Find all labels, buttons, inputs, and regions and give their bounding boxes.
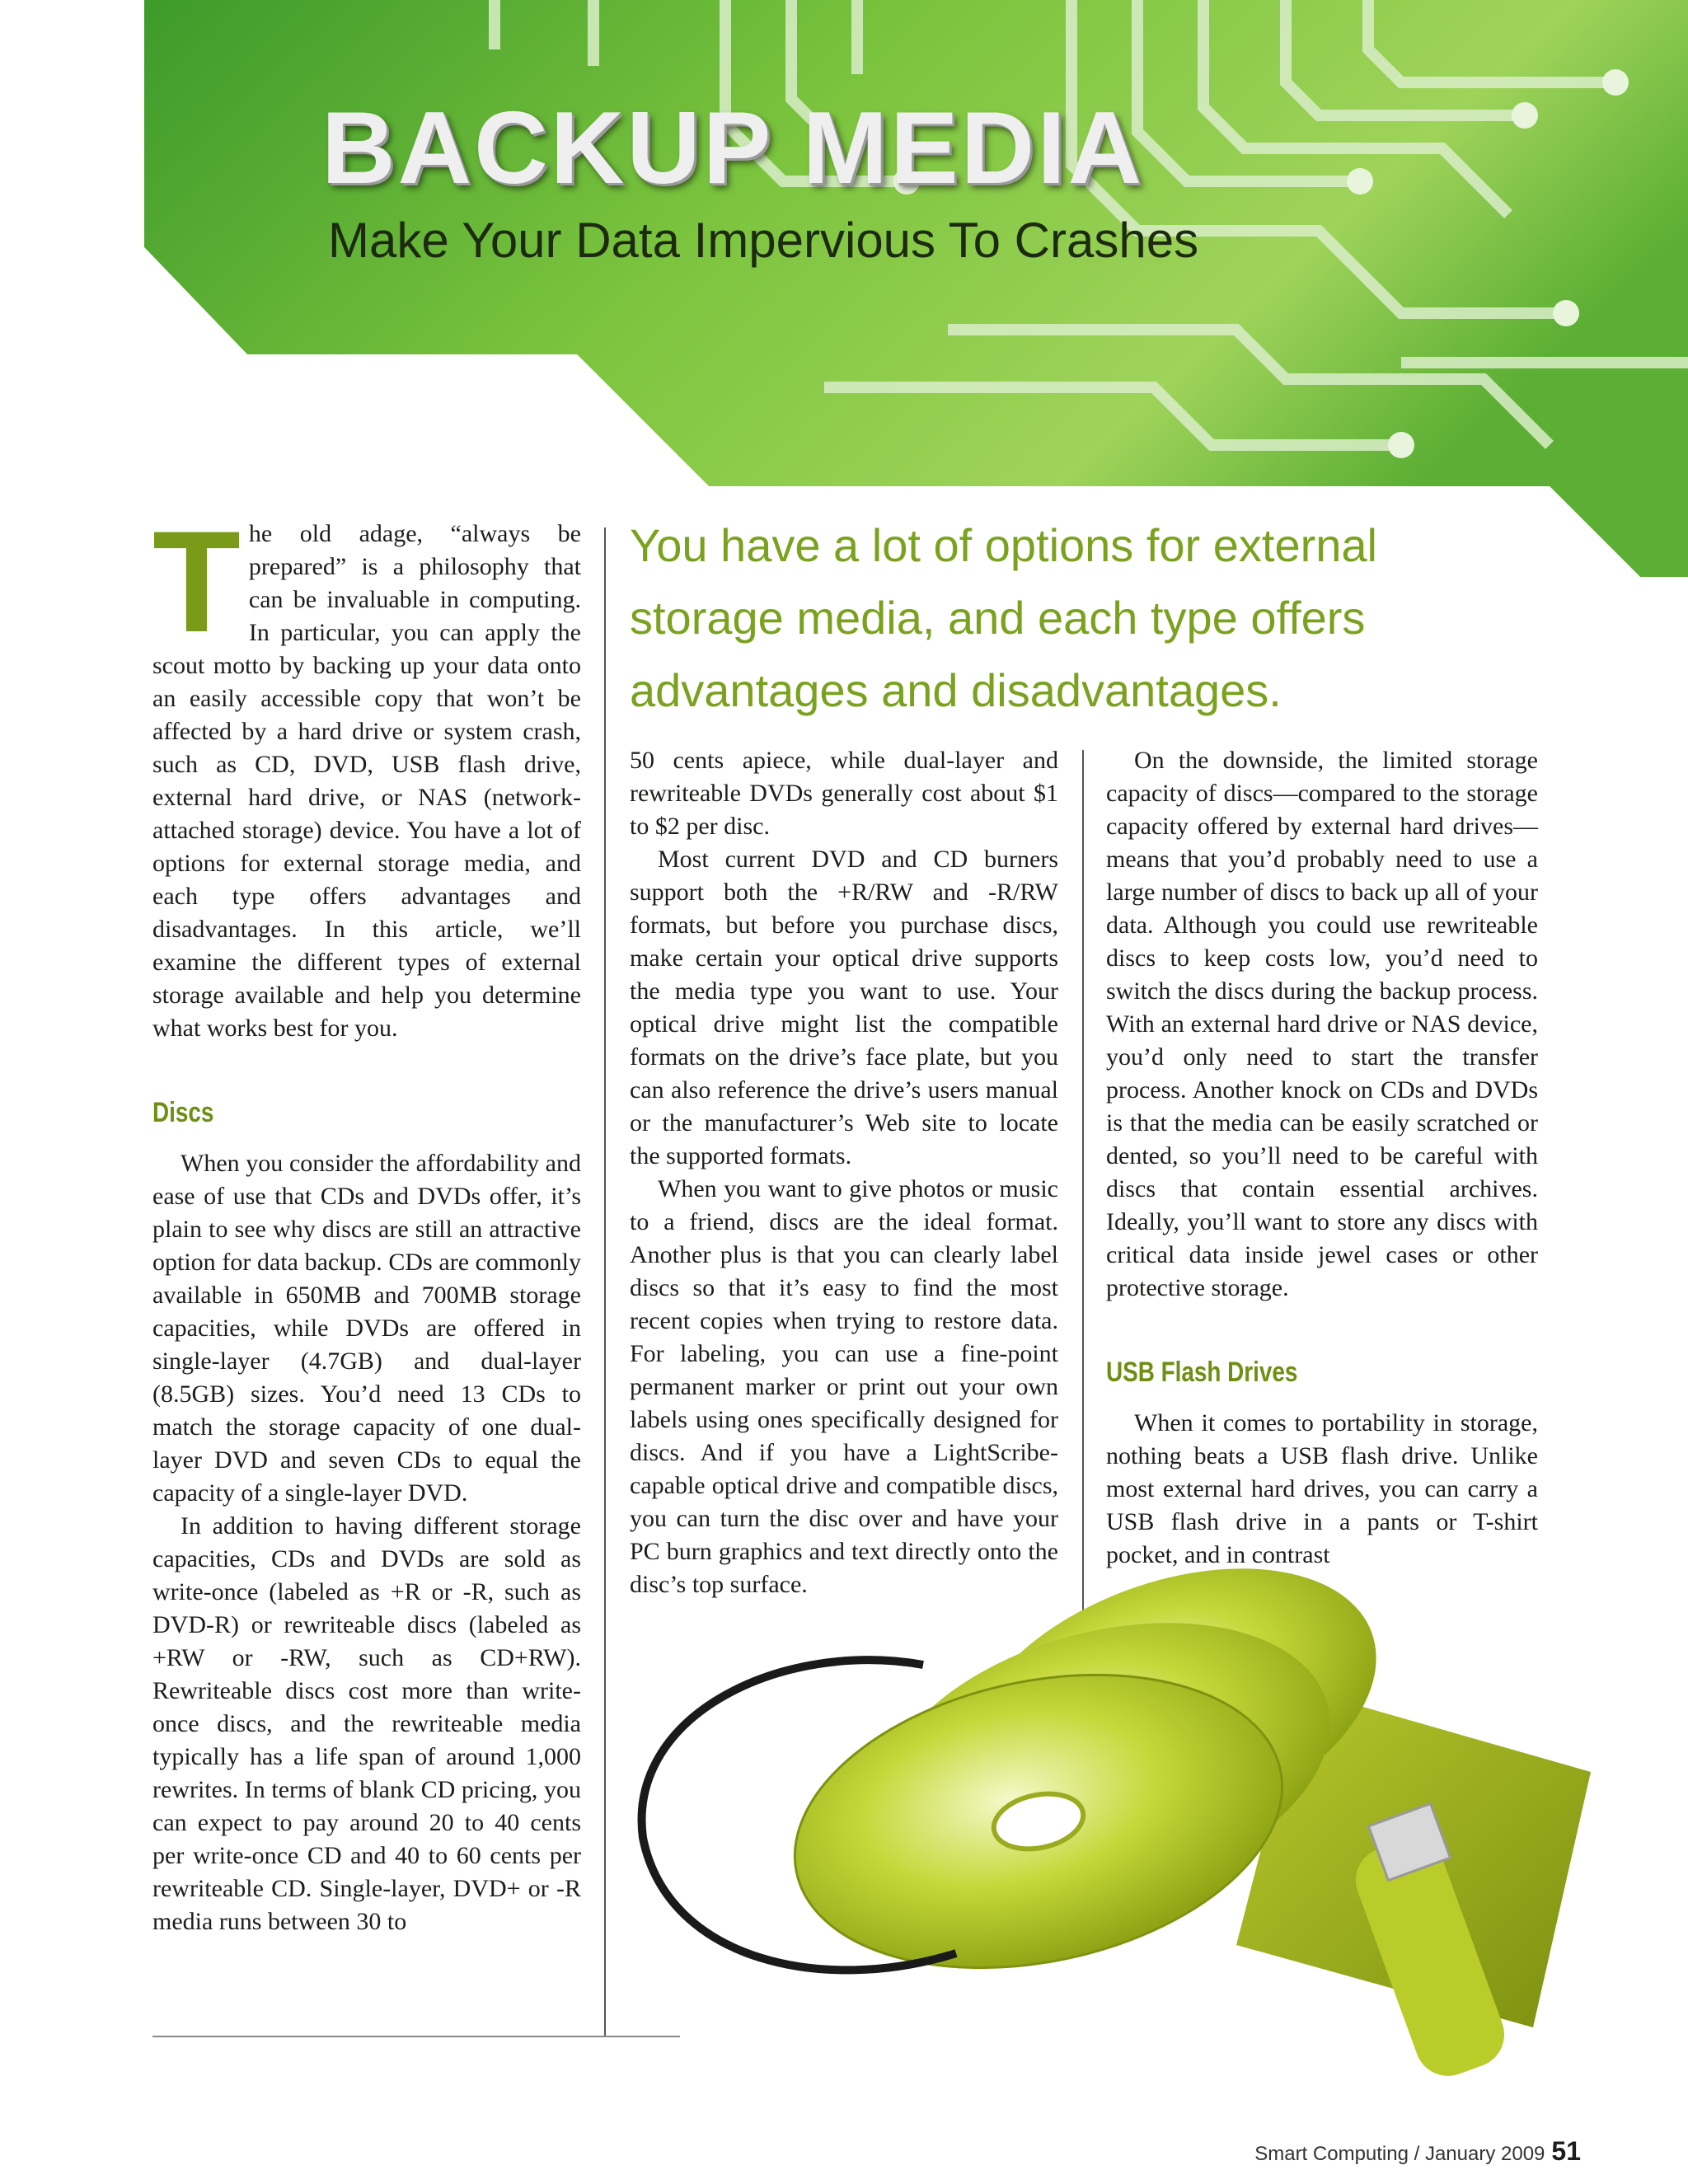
page-subtitle: Make Your Data Impervious To Crashes (328, 213, 1199, 268)
intro-paragraph (152, 502, 581, 1045)
publication-info: Smart Computing / January 2009 (1254, 2143, 1545, 2165)
title-block (321, 91, 1145, 205)
column-1 (152, 502, 581, 1938)
paragraph: When you consider the affordability and ease of use that CDs and DVDs offer, it’s plain to see why discs are still an attractive option for data backup. CDs are commonly available in 650MB and 700MB storage capacities, while DVDs are offered in single-layer (4.7GB) and dual-layer (8.5GB) sizes. You’d need 13 CDs to match the storage capacity of one dual-layer DVD and seven CDs to equal the capacity of a single-layer DVD. (152, 1150, 581, 1507)
paragraph: In addition to having different storage capacities, CDs and DVDs are sold as write-once (labeled as +R or -R, such as DVD-R) or rewriteable discs (labeled as +RW or -RW, such as CD+RW). Rewriteable discs cost more than write-once discs, and the rewriteable media typically has a life span of around 1,000 rewrites. In terms of blank CD pricing, you can expect to pay around 20 to 40 cents per write-once CD and 40 to 60 cents per rewriteable CD. Single-layer, DVD+ or -R media runs between 30 to (152, 1512, 581, 1935)
section-heading-discs: Discs (152, 1097, 214, 1128)
column-divider (1082, 750, 1084, 1657)
page-number: 51 (1551, 2136, 1581, 2166)
drop-cap: T (152, 502, 241, 663)
page-footer (1254, 2136, 1581, 2167)
paragraph: On the downside, the limited storage capacity of discs—compared to the storage capacity offered by external hard drives—means that you’d probably need to use a large number of discs to back up all of your data. Although you could use rewriteable discs to keep costs low, you’d need to switch the discs during the backup process. With an external hard drive or NAS device, you’d only need to start the transfer process. Another knock on CDs and DVDs is that the media can be easily scratched or dented, so you’ll need to be careful with discs that contain essential archives. Ideally, you’ll want to store any discs with critical data inside jewel cases or other protective storage. (1106, 747, 1538, 1301)
intro-text: he old adage, “always be prepared” is a philosophy that can be invaluable in computing. In particular, you can apply the scout motto by backing up your data onto an easily accessible copy that won’t be affected by a hard drive or system crash, such as CD, DVD, USB flash drive, external hard drive, or NAS (network-attached storage) device. You have a lot of options for external storage media, and each type offers advantages and disadvantages. In this article, we’ll examine the different types of external storage available and help you determine what works best for you. (152, 520, 581, 1042)
column-3 (1106, 744, 1538, 1572)
paragraph: 50 cents apiece, while dual-layer and rewriteable DVDs generally cost about $1 to $2 per disc. (630, 747, 1058, 840)
column-2 (630, 744, 1058, 1601)
backup-media-photo (577, 1566, 1688, 2077)
circuit-board-banner (0, 0, 1688, 577)
section-heading-usb: USB Flash Drives (1106, 1357, 1298, 1388)
paragraph: When it comes to portability in storage, nothing beats a USB flash drive. Unlike most external hard drives, you can carry a USB flash drive in a pants or T-shirt pocket, and in contrast (1106, 1409, 1538, 1568)
paragraph: Most current DVD and CD burners support both the +R/RW and -R/RW formats, but before you purchase discs, make certain your optical drive supports the media type you want to use. Your optical drive might list the compatible formats on the drive’s face plate, but you can also reference the drive’s users manual or the manufacturer’s Web site to locate the supported formats. (630, 846, 1058, 1169)
pull-quote: You have a lot of options for external storage media, and each type offers advantages and disadvantages. (630, 519, 1377, 716)
paragraph: When you want to give photos or music to a friend, discs are the ideal format. Another plus is that you can clearly label discs so that it’s easy to find the most recent copies when trying to restore data. For labeling, you can use a fine-point permanent marker or print out your own labels using ones specifically designed for discs. And if you have a LightScribe-capable optical drive and compatible discs, you can turn the disc over and have your PC burn graphics and text directly onto the disc’s top surface. (630, 1175, 1058, 1598)
page-title: BACKUP MEDIA (321, 91, 1145, 205)
